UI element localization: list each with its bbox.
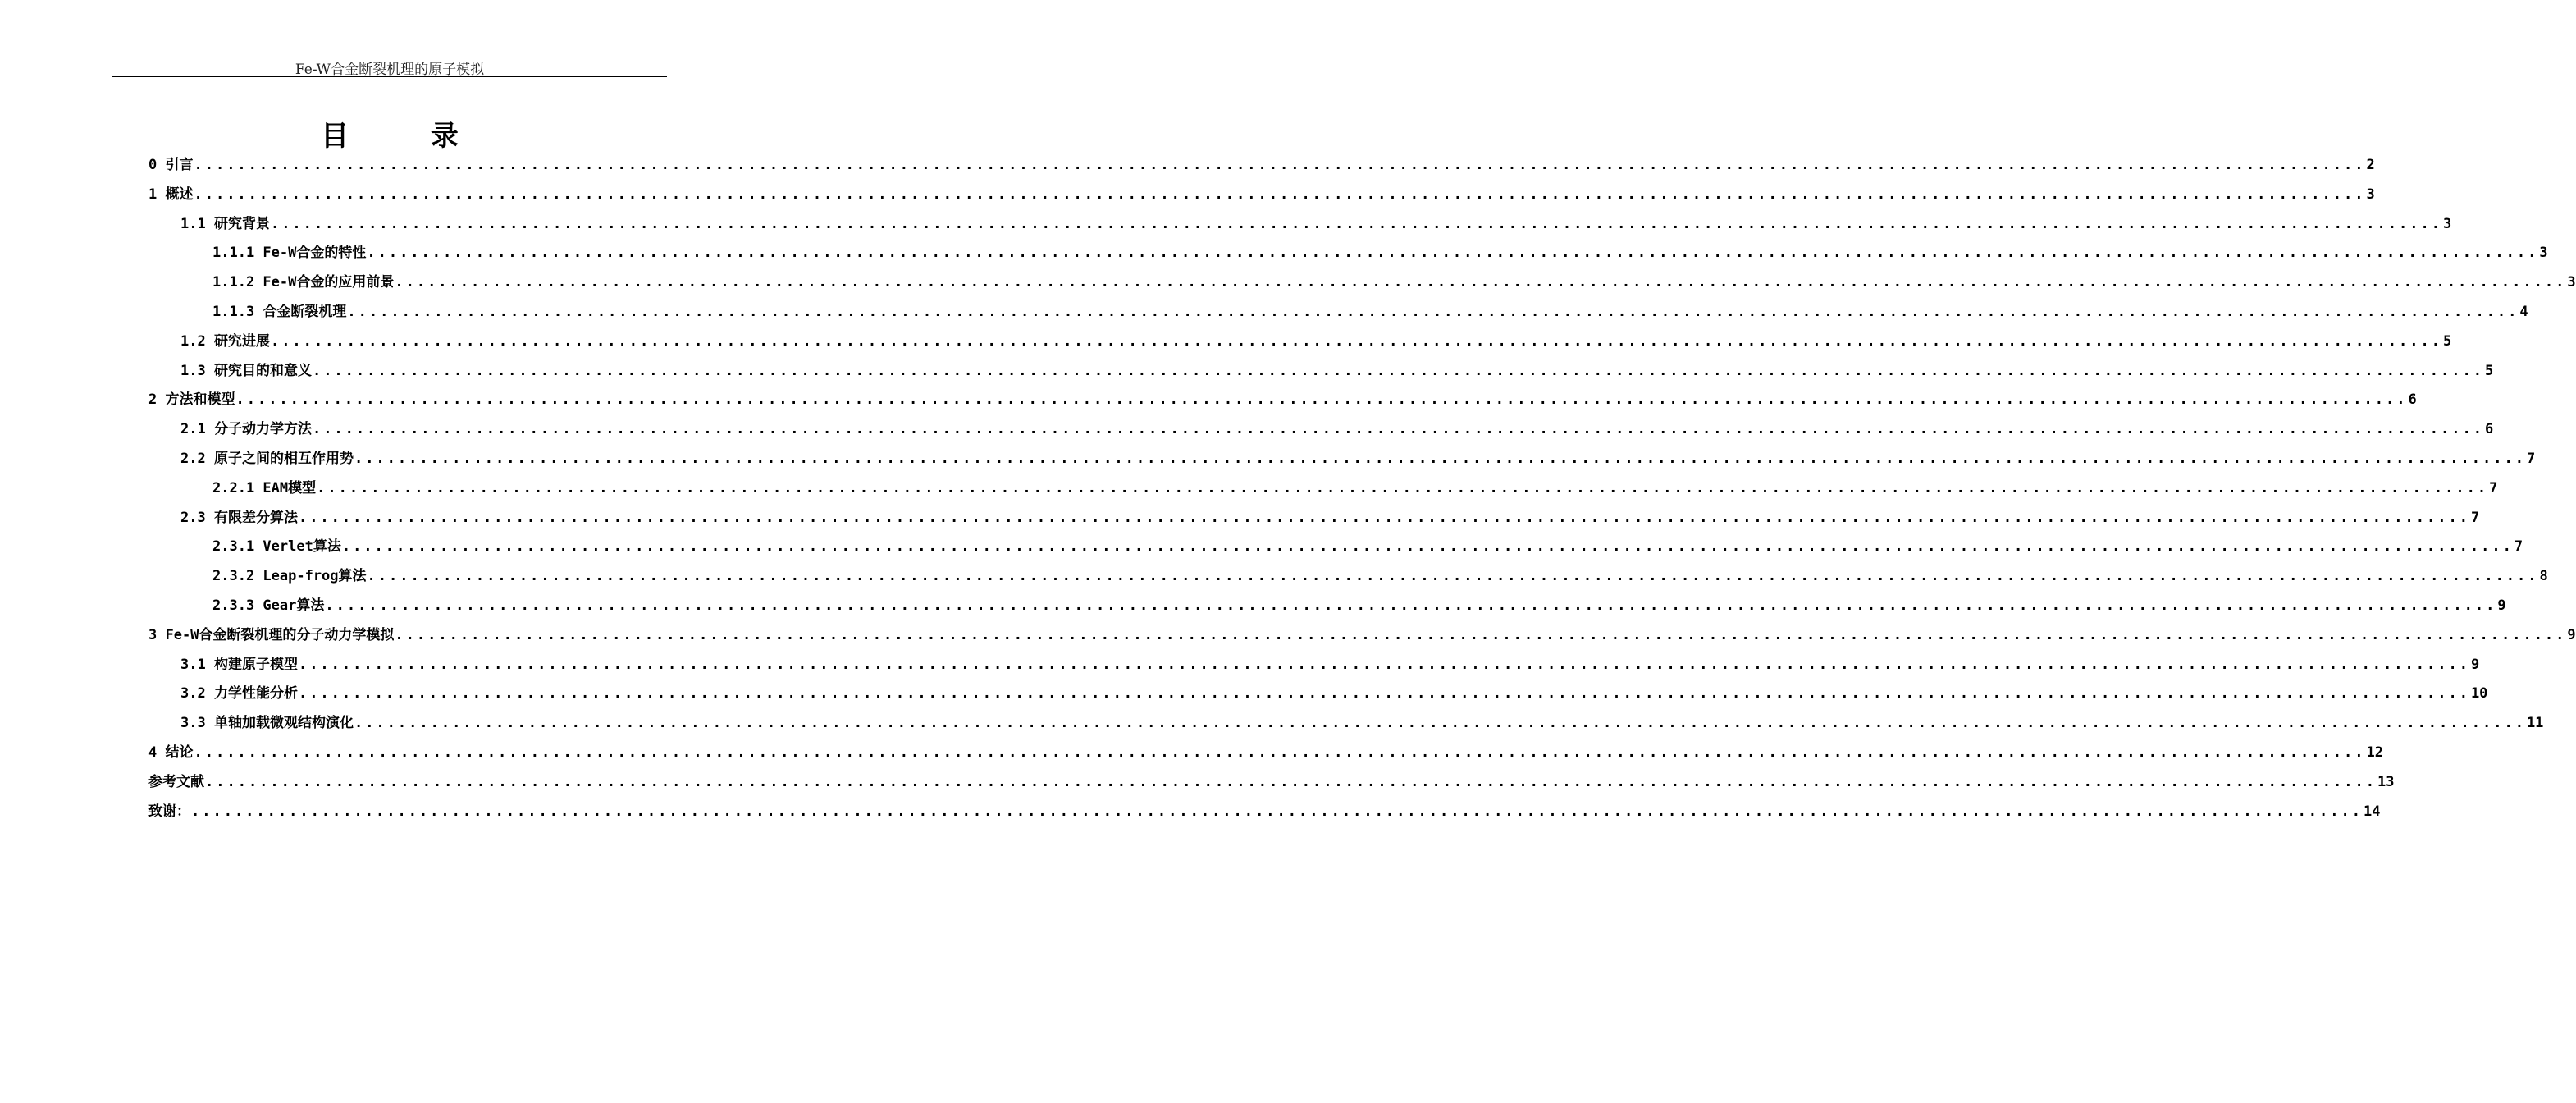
- toc-entry-text: 1.1 研究背景: [180, 215, 270, 232]
- toc-entry-page-number: 8: [2539, 568, 2548, 585]
- table-of-contents: [145, 151, 2576, 826]
- toc-dot-leader: ........................................................................................................................................................................................................: [194, 185, 2366, 203]
- toc-dot-leader: ........................................................................................................................................................................................................: [367, 568, 2539, 585]
- toc-entry-text: 1.1.2 Fe-W合金的应用前景: [212, 274, 395, 291]
- toc-entry-page-number: 7: [2470, 509, 2480, 526]
- toc-entry[interactable]: [145, 562, 2548, 592]
- toc-entry-text: 0 引言: [148, 157, 194, 173]
- toc-entry-text: 参考文献: [148, 773, 204, 790]
- toc-entry-text: 2.1 分子动力学方法: [180, 421, 312, 438]
- toc-entry-page-number: 3: [2366, 185, 2375, 203]
- toc-entry[interactable]: [145, 151, 2375, 181]
- toc-entry-page-number: 6: [2408, 391, 2417, 409]
- toc-entry[interactable]: [145, 592, 2506, 621]
- toc-entry-text: 2 方法和模型: [148, 391, 235, 409]
- toc-dot-leader: ........................................................................................................................................................................................................: [395, 626, 2567, 643]
- toc-dot-leader: ........................................................................................................................................................................................................: [270, 332, 2442, 350]
- toc-entry-text: 1.1.3 合金断裂机理: [212, 303, 347, 320]
- toc-entry-page-number: 11: [2526, 715, 2544, 732]
- toc-entry-text: 3.3 单轴加载微观结构演化: [180, 715, 354, 732]
- toc-entry-page-number: 3: [2442, 215, 2452, 232]
- toc-entry-page-number: 3: [2539, 245, 2548, 262]
- toc-entry-page-number: 5: [2484, 362, 2494, 379]
- toc-entry-page-number: 6: [2484, 421, 2494, 438]
- toc-entry-text: 致谢：: [148, 803, 190, 820]
- toc-entry-text: 4 结论: [148, 744, 194, 761]
- toc-dot-leader: ........................................................................................................................................................................................................: [270, 215, 2442, 232]
- toc-dot-leader: ........................................................................................................................................................................................................: [298, 685, 2470, 703]
- toc-entry[interactable]: [145, 415, 2494, 445]
- toc-entry-text: 2.2 原子之间的相互作用势: [180, 450, 354, 467]
- toc-entry-text: 3.2 力学性能分析: [180, 685, 298, 703]
- toc-entry-page-number: 12: [2366, 744, 2383, 761]
- toc-entry-page-number: 7: [2514, 538, 2523, 556]
- toc-entry-text: 1.2 研究进展: [180, 332, 270, 350]
- toc-entry[interactable]: [145, 621, 2576, 651]
- toc-entry-page-number: 9: [2470, 656, 2480, 673]
- toc-entry[interactable]: [145, 798, 2381, 827]
- toc-dot-leader: ........................................................................................................................................................................................................: [325, 597, 2497, 614]
- toc-dot-leader: ........................................................................................................................................................................................................: [194, 744, 2366, 761]
- toc-dot-leader: ........................................................................................................................................................................................................: [312, 362, 2484, 379]
- toc-dot-leader: ........................................................................................................................................................................................................: [354, 715, 2526, 732]
- toc-entry-text: 3.1 构建原子模型: [180, 656, 298, 673]
- toc-entry[interactable]: [145, 268, 2576, 298]
- toc-entry-page-number: 2: [2366, 157, 2375, 173]
- toc-entry[interactable]: [145, 386, 2417, 415]
- toc-entry-page-number: 9: [2567, 626, 2576, 643]
- toc-entry[interactable]: [145, 210, 2452, 240]
- toc-dot-leader: ........................................................................................................................................................................................................: [298, 656, 2470, 673]
- toc-entry-text: 1.1.1 Fe-W合金的特性: [212, 245, 367, 262]
- toc-entry[interactable]: [145, 357, 2494, 387]
- toc-dot-leader: ........................................................................................................................................................................................................: [395, 274, 2567, 291]
- toc-dot-leader: ........................................................................................................................................................................................................: [298, 509, 2470, 526]
- toc-entry-page-number: 3: [2567, 274, 2576, 291]
- toc-entry[interactable]: [145, 181, 2375, 210]
- toc-entry[interactable]: [145, 504, 2480, 533]
- toc-dot-leader: ........................................................................................................................................................................................................: [347, 303, 2519, 320]
- toc-dot-leader: ........................................................................................................................................................................................................: [367, 245, 2539, 262]
- toc-dot-leader: ........................................................................................................................................................................................................: [194, 157, 2366, 173]
- toc-entry[interactable]: [145, 680, 2488, 709]
- toc-entry-page-number: 14: [2363, 803, 2381, 820]
- running-header: Fe-W合金断裂机理的原子模拟: [295, 62, 485, 78]
- toc-entry-text: 3 Fe-W合金断裂机理的分子动力学模拟: [148, 626, 395, 643]
- toc-entry[interactable]: [145, 533, 2523, 562]
- toc-dot-leader: ........................................................................................................................................................................................................: [205, 773, 2377, 790]
- toc-entry-text: 1 概述: [148, 185, 194, 203]
- toc-entry[interactable]: [145, 768, 2395, 798]
- toc-entry-page-number: 5: [2442, 332, 2452, 350]
- toc-dot-leader: ........................................................................................................................................................................................................: [317, 479, 2489, 497]
- toc-entry-text: 1.3 研究目的和意义: [180, 362, 312, 379]
- toc-entry[interactable]: [145, 327, 2452, 357]
- toc-dot-leader: ........................................................................................................................................................................................................: [354, 450, 2526, 467]
- toc-entry-page-number: 7: [2526, 450, 2536, 467]
- toc-entry-page-number: 7: [2489, 479, 2498, 497]
- toc-entry-page-number: 4: [2519, 303, 2528, 320]
- toc-entry-text: 2.3 有限差分算法: [180, 509, 298, 526]
- toc-dot-leader: ........................................................................................................................................................................................................: [341, 538, 2514, 556]
- toc-entry[interactable]: [145, 709, 2544, 739]
- toc-entry-page-number: 9: [2497, 597, 2506, 614]
- toc-entry-text: 2.2.1 EAM模型: [212, 479, 317, 497]
- toc-entry-text: 2.3.2 Leap-frog算法: [212, 568, 367, 585]
- toc-entry[interactable]: [145, 298, 2528, 327]
- toc-entry[interactable]: [145, 651, 2480, 680]
- toc-entry[interactable]: [145, 474, 2498, 504]
- toc-entry-text: 2.3.3 Gear算法: [212, 597, 325, 614]
- toc-dot-leader: ........................................................................................................................................................................................................: [191, 803, 2363, 820]
- toc-dot-leader: ........................................................................................................................................................................................................: [312, 421, 2484, 438]
- header-rule: [112, 76, 667, 77]
- toc-entry-page-number: 10: [2470, 685, 2488, 703]
- toc-entry-page-number: 13: [2377, 773, 2395, 790]
- toc-entry[interactable]: [145, 445, 2536, 474]
- toc-title: 目 录: [321, 120, 495, 153]
- toc-entry[interactable]: [145, 739, 2383, 768]
- toc-dot-leader: ........................................................................................................................................................................................................: [235, 391, 2408, 409]
- toc-entry-text: 2.3.1 Verlet算法: [212, 538, 341, 556]
- toc-entry[interactable]: [145, 239, 2548, 268]
